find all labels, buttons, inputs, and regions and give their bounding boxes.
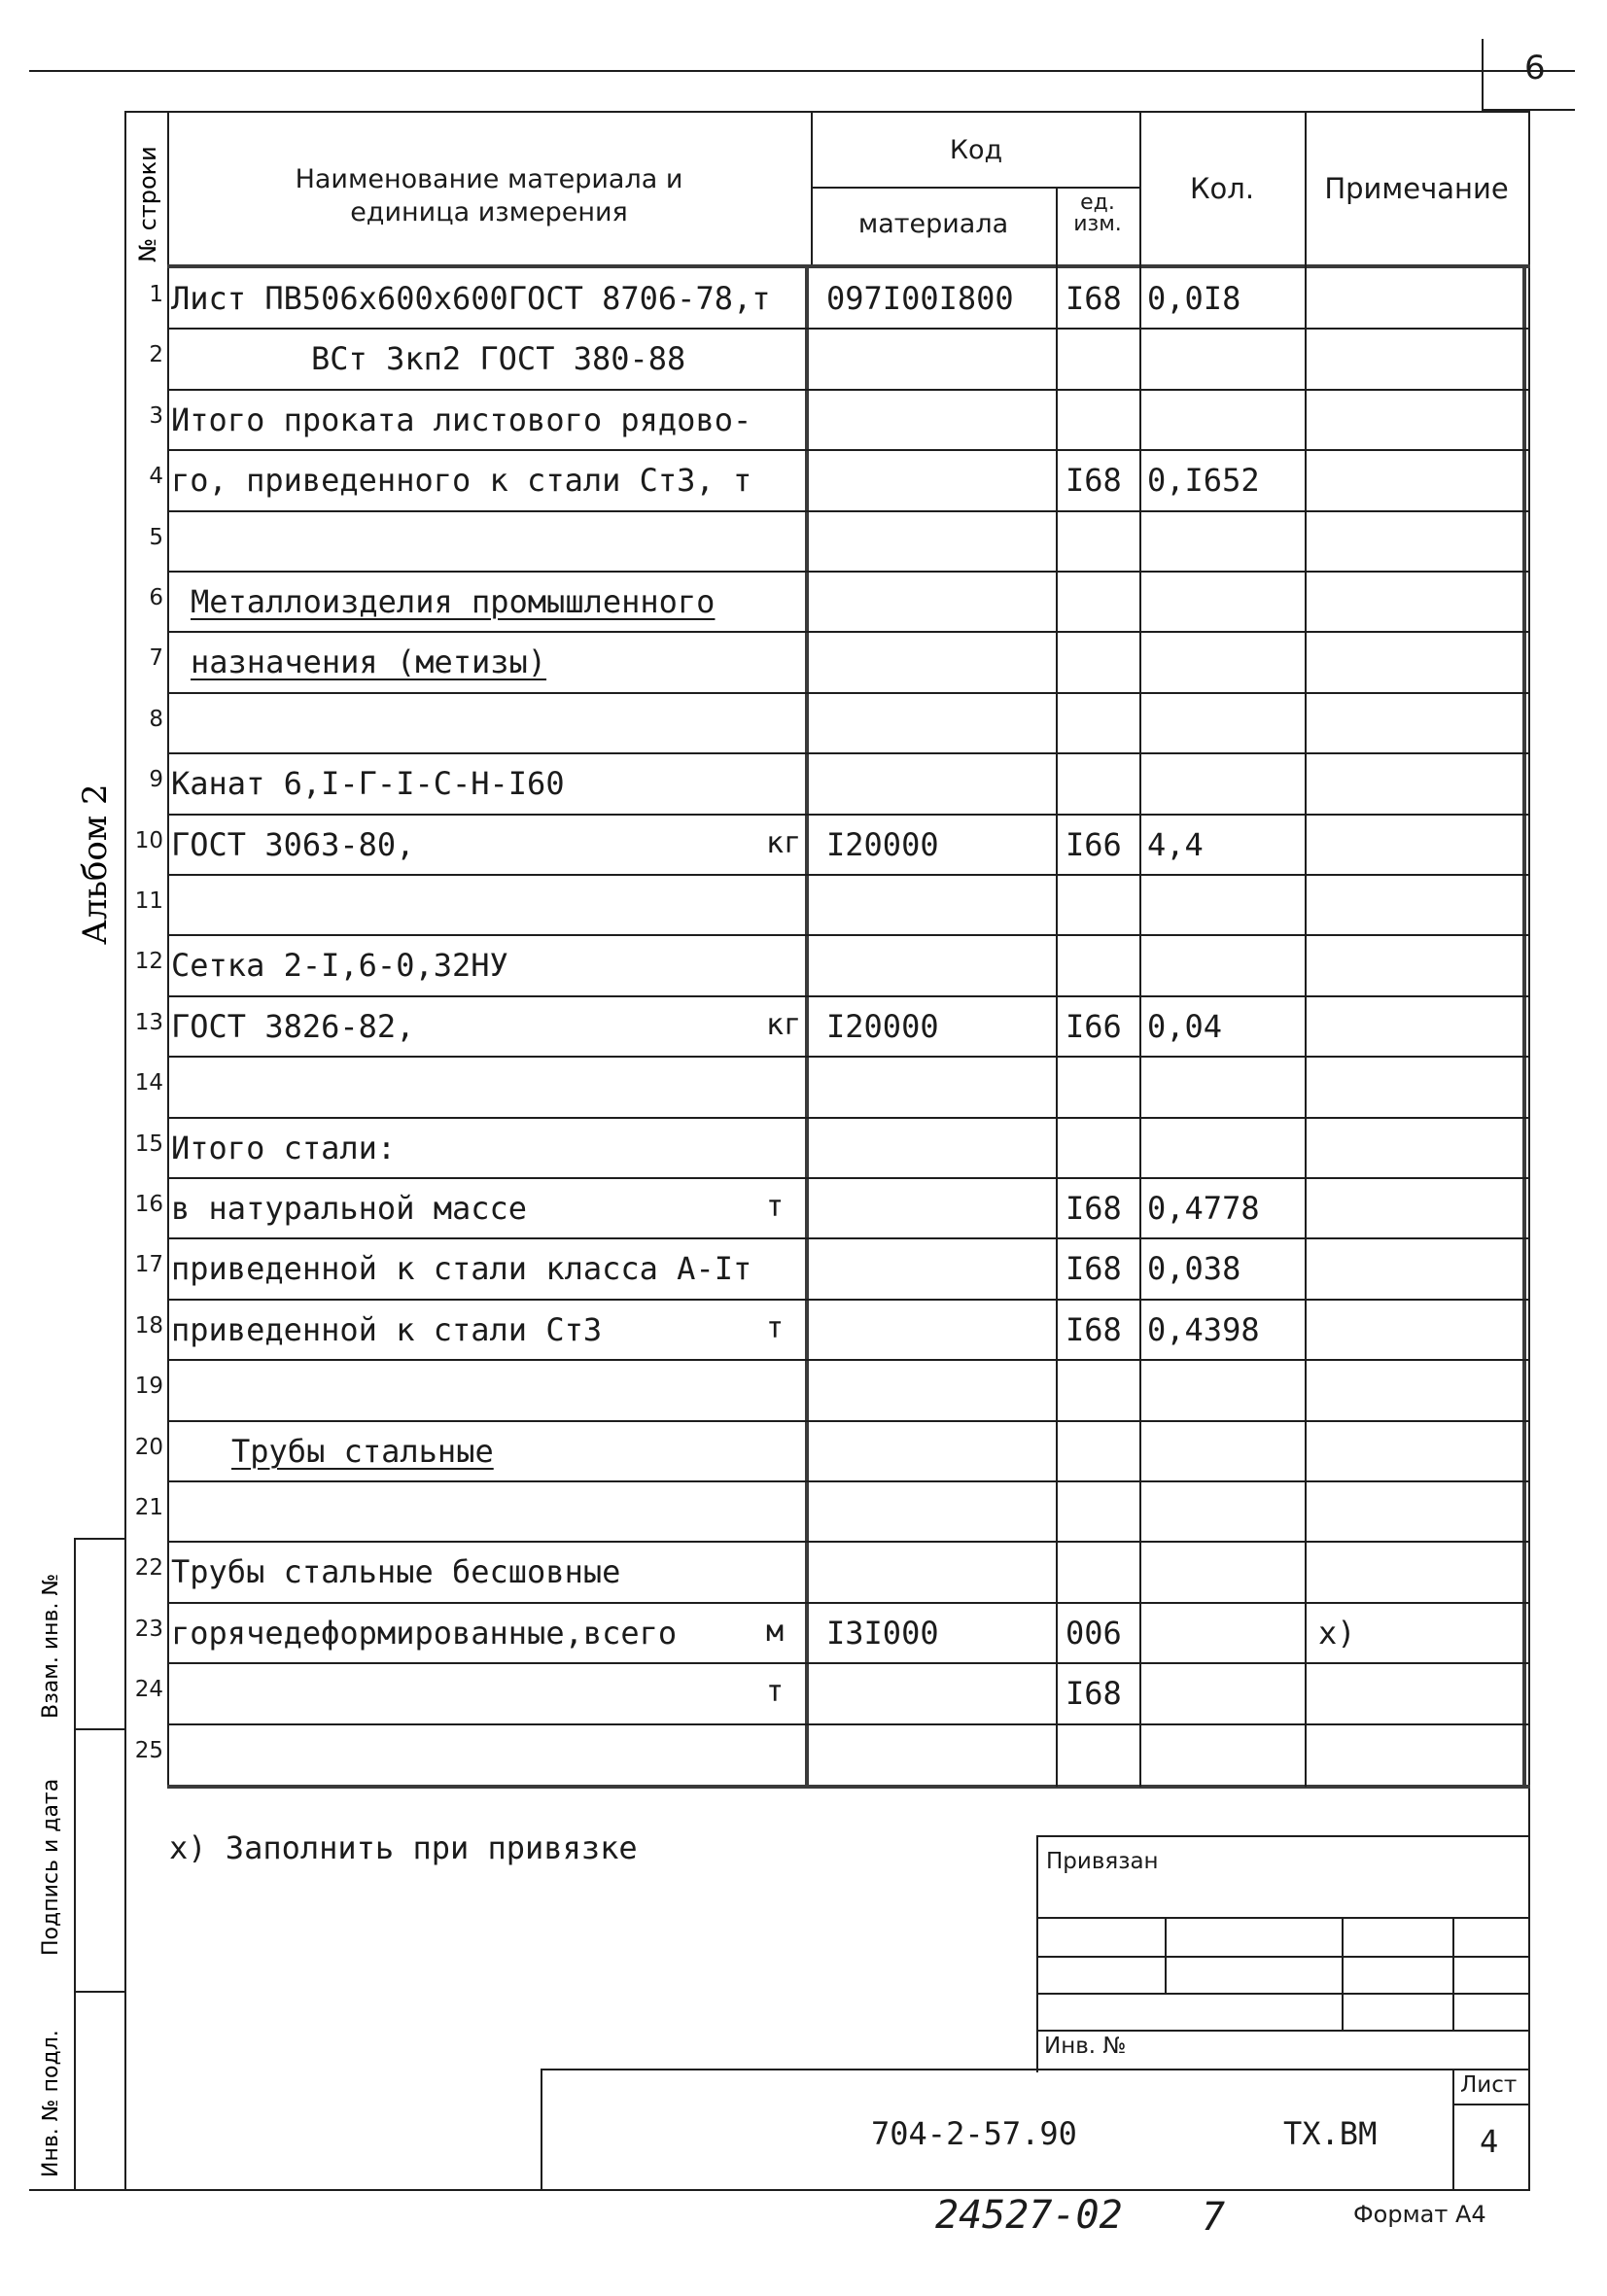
row-name: назначения (метизы) <box>191 644 547 680</box>
row-number: 22 <box>134 1555 163 1581</box>
row-name: горячедеформированные,всего <box>171 1615 678 1652</box>
side-label-original-inv: Инв. № подл. <box>39 2030 63 2177</box>
title-block-sheet-divider <box>1452 2069 1454 2191</box>
frame-bottom-line <box>29 2189 1530 2191</box>
side-label-signature-date: Подпись и дата <box>39 1778 63 1956</box>
row-name: приведенной к стали Ст3 <box>171 1311 603 1348</box>
row-divider <box>167 874 1528 876</box>
row-divider <box>167 1237 1528 1239</box>
row-name: Канат 6,I-Г-I-С-Н-I60 <box>171 765 565 802</box>
page-number: 6 <box>1524 49 1546 87</box>
row-divider <box>167 752 1528 754</box>
body-top-line <box>167 264 1530 268</box>
row-number: 25 <box>134 1738 163 1763</box>
title-block-sheet-line <box>1452 2104 1530 2105</box>
footnote: х) Заполнить при привязке <box>169 1829 638 1866</box>
row-divider <box>167 449 1528 451</box>
row-quantity: 0,038 <box>1147 1250 1241 1287</box>
header-name <box>167 163 811 229</box>
row-name: Итого проката листового рядово- <box>171 401 752 438</box>
row-number: 1 <box>149 282 163 307</box>
sheet-label: Лист <box>1460 2072 1518 2098</box>
row-divider <box>167 389 1528 391</box>
side-strip-divider-1 <box>74 1728 126 1730</box>
row-quantity: 0,4398 <box>1147 1311 1260 1348</box>
row-divider <box>167 1662 1528 1664</box>
header-code: Код <box>949 135 1003 165</box>
row-name: Сетка 2-I,6-0,32НУ <box>171 947 508 984</box>
row-name: в натуральной массе <box>171 1190 528 1227</box>
row-unit-code: I66 <box>1066 826 1122 863</box>
row-unit-suffix: кг <box>766 826 802 860</box>
row-name: ВСт 3кп2 ГОСТ 380-88 <box>311 340 686 377</box>
side-label-replacement-inv: Взам. инв. № <box>39 1573 63 1719</box>
row-divider <box>167 328 1528 330</box>
body-col-right <box>1522 264 1526 1789</box>
row-unit-code: I68 <box>1066 1675 1122 1712</box>
row-number: 6 <box>149 585 163 610</box>
row-divider <box>167 1117 1528 1119</box>
body-bottom-line <box>167 1785 1530 1789</box>
body-col-code-left <box>805 264 809 1789</box>
row-name: Итого стали: <box>171 1130 397 1166</box>
header-name-line1: Наименование материала и <box>295 164 683 194</box>
stamp-grid-line-4 <box>1036 2030 1530 2032</box>
row-divider <box>167 1541 1528 1543</box>
row-material-code: 097I00I800 <box>826 280 1014 317</box>
row-unit-code: I68 <box>1066 462 1122 499</box>
side-strip-left-line <box>74 1538 76 2189</box>
body-col-unit-left <box>1056 264 1058 1787</box>
row-number: 9 <box>149 767 163 792</box>
row-number: 14 <box>134 1070 163 1096</box>
row-name: ГОСТ 3063-80, <box>171 826 415 863</box>
row-name: ГОСТ 3826-82, <box>171 1008 415 1045</box>
handwritten-number: 24527-02 <box>935 2193 1123 2238</box>
side-strip-top-line <box>74 1538 126 1540</box>
row-quantity: 0,4778 <box>1147 1190 1260 1227</box>
row-divider <box>167 1420 1528 1422</box>
row-unit-suffix: кг <box>766 1008 802 1042</box>
row-quantity: 4,4 <box>1147 826 1204 863</box>
row-number: 4 <box>149 464 163 489</box>
row-name: Металлоизделия промышленного <box>191 583 716 620</box>
top-border-line <box>29 70 1575 72</box>
row-quantity: 0,04 <box>1147 1008 1223 1045</box>
row-unit-code: I66 <box>1066 1008 1122 1045</box>
album-label: Альбом 2 <box>76 783 115 945</box>
side-strip-divider-2 <box>74 1991 126 1993</box>
col-line-rownum <box>167 111 169 1789</box>
row-unit-suffix: т <box>766 1190 785 1224</box>
row-number: 20 <box>134 1435 163 1460</box>
row-unit-suffix: т <box>766 1675 785 1709</box>
row-number: 10 <box>134 828 163 853</box>
row-divider <box>167 1602 1528 1604</box>
stamp-grid-line-3 <box>1036 1993 1530 1995</box>
row-name: го, приведенного к стали Ст3, т <box>171 462 752 499</box>
row-number: 8 <box>149 707 163 732</box>
row-divider <box>167 995 1528 997</box>
row-quantity: 0,0I8 <box>1147 280 1241 317</box>
row-number: 17 <box>134 1252 163 1277</box>
header-row-number: № строки <box>134 146 161 262</box>
row-number: 5 <box>149 525 163 550</box>
row-note: х) <box>1318 1615 1356 1652</box>
stamp-bound-left <box>1036 1835 1038 2072</box>
header-code-unit-line2: изм. <box>1073 212 1122 236</box>
body-col-qty-left <box>1139 264 1141 1787</box>
row-divider <box>167 1177 1528 1179</box>
row-unit-suffix: т <box>766 1311 785 1345</box>
header-quantity: Кол. <box>1189 172 1255 205</box>
stamp-grid-line-1 <box>1036 1917 1530 1919</box>
row-number: 2 <box>149 342 163 367</box>
frame-right-line <box>1528 111 1530 2191</box>
row-name: Лист ПВ506х600х600ГОСТ 8706-78,т <box>171 280 771 317</box>
row-number: 3 <box>149 403 163 429</box>
handwritten-page: 7 <box>1202 2195 1226 2240</box>
stamp-grid-col-1 <box>1165 1917 1167 1995</box>
header-code-unit <box>1056 192 1139 235</box>
header-code-material: материала <box>857 209 1009 239</box>
row-unit-code: I68 <box>1066 1190 1122 1227</box>
row-number: 21 <box>134 1495 163 1520</box>
row-number: 18 <box>134 1313 163 1339</box>
frame-top-line <box>124 111 1530 113</box>
row-number: 13 <box>134 1010 163 1035</box>
body-col-note-left <box>1305 264 1307 1787</box>
row-unit-suffix: м <box>766 1615 785 1649</box>
stamp-grid-col-3 <box>1452 1917 1454 2030</box>
format-label: Формат А4 <box>1353 2201 1486 2228</box>
row-unit-code: I68 <box>1066 1311 1122 1348</box>
row-material-code: I3I000 <box>826 1615 939 1652</box>
row-divider <box>167 692 1528 694</box>
stamp-bound-top <box>1036 1835 1530 1837</box>
header-code-unit-line1: ед. <box>1080 191 1115 215</box>
row-divider <box>167 631 1528 633</box>
stamp-bound-label: Привязан <box>1046 1849 1159 1874</box>
header-code-divider <box>811 187 1141 189</box>
row-number: 24 <box>134 1677 163 1702</box>
row-divider <box>167 1299 1528 1301</box>
title-block-left <box>541 2069 542 2191</box>
row-divider <box>167 934 1528 936</box>
row-number: 12 <box>134 949 163 974</box>
row-divider <box>167 571 1528 573</box>
stamp-grid-line-2 <box>1036 1956 1530 1958</box>
row-divider <box>167 1359 1528 1361</box>
row-divider <box>167 1056 1528 1058</box>
row-divider <box>167 1723 1528 1725</box>
header-name-line2: единица измерения <box>350 196 628 227</box>
document-code: 704-2-57.90 <box>871 2115 1077 2152</box>
row-number: 11 <box>134 888 163 914</box>
title-block-top <box>541 2069 1530 2070</box>
frame-left-line <box>124 111 126 2191</box>
sheet-number: 4 <box>1480 2123 1499 2160</box>
row-unit-code: I68 <box>1066 1250 1122 1287</box>
row-unit-code: I68 <box>1066 280 1122 317</box>
row-divider <box>167 1480 1528 1482</box>
row-number: 19 <box>134 1374 163 1399</box>
row-name: Трубы стальные бесшовные <box>171 1553 621 1590</box>
stamp-grid-col-2 <box>1342 1917 1344 2030</box>
row-number: 15 <box>134 1131 163 1157</box>
stamp-inv-label: Инв. № <box>1044 2034 1127 2059</box>
header-note: Примечание <box>1324 172 1509 205</box>
row-divider <box>167 510 1528 512</box>
row-number: 23 <box>134 1617 163 1642</box>
row-name: Трубы стальные <box>231 1433 494 1470</box>
document-part: ТХ.ВМ <box>1283 2115 1378 2152</box>
page-number-divider <box>1482 39 1484 111</box>
row-number: 16 <box>134 1192 163 1217</box>
row-unit-code: 006 <box>1066 1615 1122 1652</box>
row-name: приведенной к стали класса А-Iт <box>171 1250 752 1287</box>
row-number: 7 <box>149 645 163 671</box>
row-quantity: 0,I652 <box>1147 462 1260 499</box>
row-material-code: I20000 <box>826 1008 939 1045</box>
row-divider <box>167 814 1528 816</box>
row-material-code: I20000 <box>826 826 939 863</box>
